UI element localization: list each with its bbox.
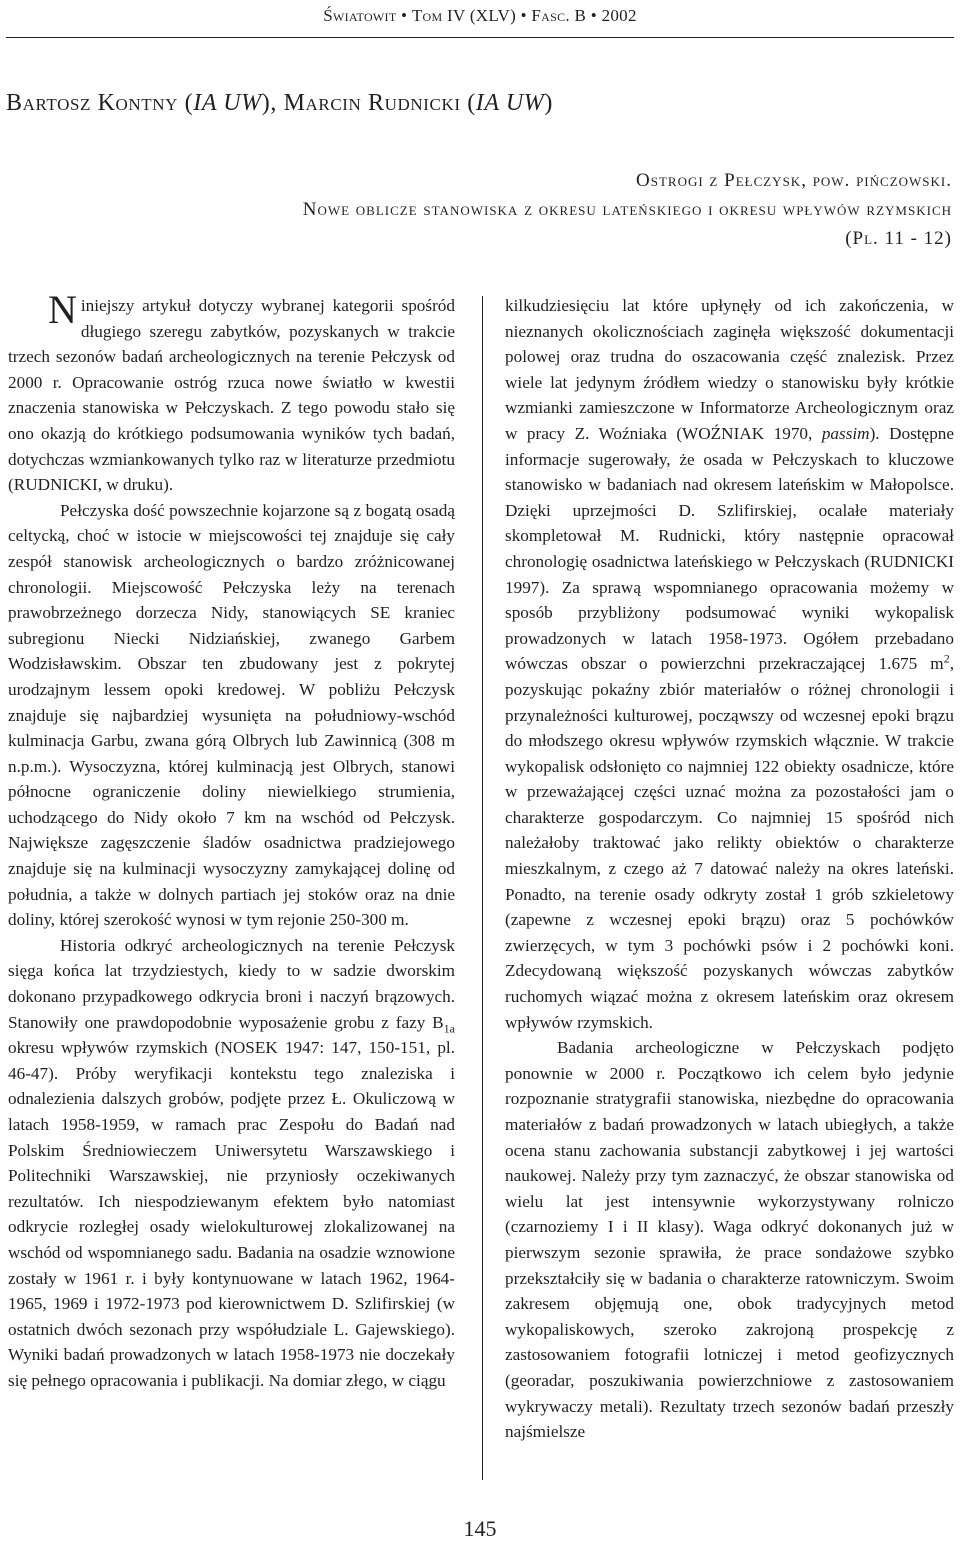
left-column bbox=[8, 287, 455, 1394]
volume: Tom IV (XLV) bbox=[411, 6, 517, 25]
title-line: (Pl. 11 - 12) bbox=[845, 228, 952, 249]
separator: • bbox=[590, 6, 597, 25]
paragraph bbox=[8, 287, 455, 498]
author-affiliation: IA UW bbox=[475, 90, 545, 116]
right-column bbox=[505, 293, 954, 1445]
drop-cap: N bbox=[48, 287, 77, 332]
article-title bbox=[12, 166, 952, 253]
separator: • bbox=[401, 6, 408, 25]
author-affiliation: IA UW bbox=[193, 90, 262, 116]
author-name: Marcin Rudnicki bbox=[283, 90, 461, 116]
page-number: 145 bbox=[463, 1516, 497, 1541]
paragraph-text: iniejszy artykuł dotyczy wybranej kategorii spośród długiego szeregu zabytków, pozyskanych w trakcie trzech sezonów badań archeologicznych na terenie Pełczysk od 2000 r. Opracowanie ostróg rzuca nowe światło w kwestii znaczenia stanowiska w Pełczyskach. Z tego powodu stało się ono okazją do krótkiego podsumowania wyników tych badań, dotychczas wzmiankowanych tylko raz w literaturze przedmiotu (RUDNICKI, w druku). bbox=[8, 296, 455, 495]
italic-term: passim bbox=[821, 423, 870, 443]
paragraph-text: , pozyskując pokaźny zbiór materiałów o różnej chronologii i przynależności kulturowej, począwszy od wczesnej epoki brązu do młodszego okresu wpływów rzymskich włącznie. W trakcie wykopalisk odsłonięto co najmniej 122 obiekty osadnicze, które w przeważającej części uznać można za pozostałości jam o charakterze gospodarczym. Co najmniej 15 spośród nich należałoby traktować jako relikty obiektów o charakterze mieszkalnym, z czego aż 7 datować należy na okres lateński. Ponadto, na terenie osady odkryty został 1 grób szkieletowy (zapewne z wczesnej epoki brązu) oraz 5 pochówków zwierzęcych, w tym 3 pochówki psów i 2 pochówki koni. Zdecydowaną większość pozyskanych wówczas zabytków ruchomych wiązać można z okresem lateńskim oraz okresem wpływów rzymskich. bbox=[505, 654, 954, 1032]
title-line: Nowe oblicze stanowiska z okresu lateńskiego i okresu wpływów rzymskich bbox=[302, 199, 952, 220]
column-divider bbox=[482, 296, 483, 1480]
paragraph-text: kilkudziesięciu lat które upłynęły od ich zakończenia, w nieznanych okolicznościach zaginęła większość dokumentacji polowej oraz trudna do oszacowania część znalezisk. Przez wiele lat jedynym źródłem wiedzy o stanowisku były krótkie wzmianki zamieszczone w Informatorze Archeologicznym oraz w pracy Z. Woźniaka (WOŹNIAK 1970, bbox=[505, 296, 954, 443]
year: 2002 bbox=[601, 6, 637, 25]
paragraph-text: okresu wpływów rzymskich (NOSEK 1947: 147, 150-151, pl. 46-47). Próby weryfikacji kontekstu tego znaleziska i odnalezienia dalszych grobów, podjęte przez Ł. Okuliczową w latach 1958-1959, w ramach prac Zespołu do Badań nad Polskim Średniowieczem Uniwersytetu Warszawskiego i Politechniki Warszawskiej, nie przyniosły oczekiwanych rezultatów. Ich niespodziewanym efektem było natomiast odkrycie rozległej osady wielokulturowej zlokalizowanej na wschód od wspomnianego sadu. Badania na osadzie wznowione zostały w 1961 r. i były kontynuowane w latach 1962, 1964-1965, 1969 i 1972-1973 pod kierownictwem D. Szlifirskiej (w ostatnich dwóch sezonach przy współudziale L. Gajewskiego). Wyniki badań prowadzonych w latach 1958-1973 nie doczekały się pełnego opracowania i publikacji. Na domiar złego, w ciągu bbox=[8, 1038, 455, 1390]
header-rule bbox=[6, 37, 954, 38]
paragraph: Pełczyska dość powszechnie kojarzone są z bogatą osadą celtycką, choć w istocie w miejscowości tej znajduje się cały zespół stanowisk archeologicznych o bardzo zróżnicowanej chronologii. Miejscowość Pełczyska leży na terenach prawobrzeżnego dorzecza Nidy, stanowiących SE kraniec subregionu Niecki Nidziańskiej, zwanego Garbem Wodzisławskim. Obszar ten zbudowany jest z pokrytej urodzajnym lessem opoki kredowej. W pobliżu Pełczysk znajduje się najbardziej wysunięta na południowy-wschód kulminacja Garbu, zwana górą Olbrych lub Zawinnicą (308 m n.p.m.). Wysoczyzna, której kulminacją jest Olbrych, stanowi północne ograniczenie doliny niewielkiego strumienia, uchodzącego do Nidy około 7 km na wschód od Pełczysk. Największe zagęszczenie śladów osadnictwa pradziejowego znajduje się na kulminacji wysoczyzny zamykającej dolinę od południa, a także w dolnych partiach jej stoków oraz na dnie doliny, której szerokość wynosi w tym rejonie 250-300 m. bbox=[8, 500, 455, 930]
title-line: Ostrogi z Pełczysk, pow. pińczowski. bbox=[636, 170, 952, 191]
paragraph-text: Historia odkryć archeologicznych na terenie Pełczysk sięga końca lat trzydziestych, kiedy to w sadzie dworskim dokonano przypadkowego odkrycia broni i naczyń brązowych. Stanowiły one prawdopodobnie wyposażenie grobu z fazy B bbox=[8, 935, 455, 1032]
separator: • bbox=[520, 6, 527, 25]
paragraph: Badania archeologiczne w Pełczyskach podjęto ponownie w 2000 r. Początkowo ich celem było jedynie rozpoznanie stratygrafii stanowiska, niezbędne do opracowania materiałów z badań prowadzonych w latach ubiegłych, a także ocena stanu zachowania substancji zabytkowej i jej wartości naukowej. Należy przy tym zaznaczyć, że obszar stanowiska od wielu lat jest intensywnie wykorzystywany rolniczo (czarnoziemy I i II klasy). Waga odkryć dokonanych już w pierwszym sezonie sprawiła, że prace sondażowe szybko przekształciły się w badania o charakterze ratowniczym. Swoim zakresem objęmują one, obok tradycyjnych metod wykopaliskowych, szeroko zakrojoną prospekcję z zastosowaniem fotografii lotniczej i metod geofizycznych (georadar, poszukiwania powierzchniowe z zastosowaniem wykrywaczy metali). Rezultaty trzech sezonów badań przeszły najśmielsze bbox=[505, 1038, 954, 1442]
subscript: 1a bbox=[443, 1021, 455, 1036]
running-head bbox=[0, 6, 960, 26]
author-line: Bartosz Kontny (IA UW), Marcin Rudnicki (IA UW) bbox=[6, 90, 553, 116]
fascicle: Fasc. B bbox=[531, 6, 587, 25]
superscript: 2 bbox=[943, 651, 950, 666]
paragraph-text: ). Dostępne informacje sugerowały, że osada w Pełczyskach to kluczowe stanowisko w badaniach nad okresem lateńskim w Małopolsce. Dzięki uprzejmości D. Szlifirskiej, ocalałe materiały skompletował M. Rudnicki, który następnie opracował chronologię osadnictwa lateńskiego w Pełczyskach (RUDNICKI 1997). Za sprawą wspomnianego opracowania możemy w sposób przybliżony podsumować wyniki wykopalisk prowadzonych w latach 1958-1973. Ogółem przebadano wówczas obszar o powierzchni przekraczającej 1.675 m bbox=[505, 423, 955, 674]
author-name: Bartosz Kontny bbox=[6, 90, 179, 116]
journal-name: Światowit bbox=[323, 6, 397, 25]
paragraph bbox=[505, 293, 954, 1035]
paragraph bbox=[8, 933, 455, 1394]
